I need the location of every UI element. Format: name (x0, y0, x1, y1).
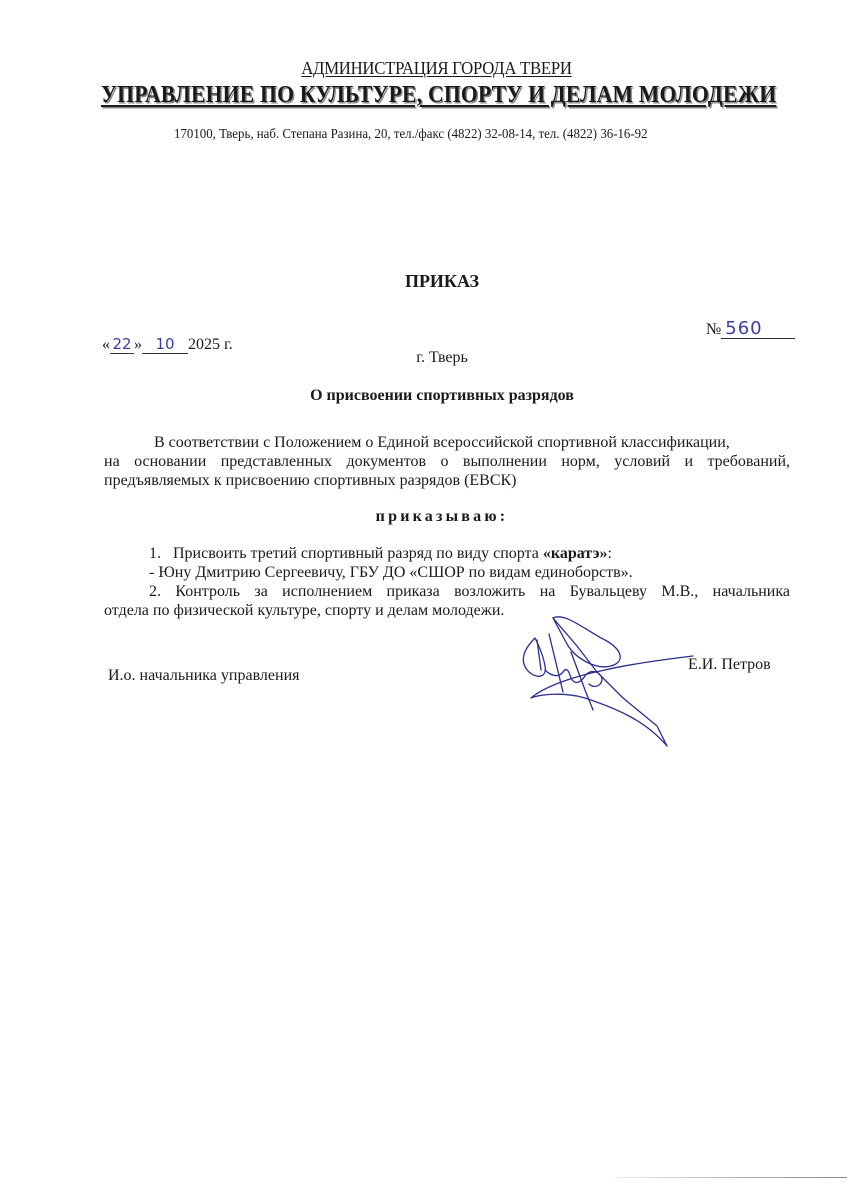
administration-heading: АДМИНИСТРАЦИЯ ГОРОДА ТВЕРИ (301, 58, 572, 78)
item-2-line: 2. Контроль за исполнением приказа возложить на Бувальцеву М.В., начальника (149, 583, 790, 600)
number-label: № (706, 321, 722, 338)
order-subject: О присвоении спортивных разрядов (310, 387, 574, 404)
number-field (721, 318, 795, 339)
item-1-suffix: : (607, 545, 612, 562)
decree-word: приказываю: (375, 508, 509, 525)
preamble-line: предъявляемых к присвоению спортивных разрядов (ЕВСК) (104, 472, 517, 489)
date-open-quote: « (102, 336, 110, 353)
handwritten-signature (505, 600, 695, 750)
item-1-person: - Юну Дмитрию Сергеевичу, ГБУ ДО «СШОР по видам единоборств». (149, 564, 633, 581)
date-close-quote: » (134, 336, 142, 353)
scan-edge-line (615, 1177, 847, 1178)
signer-name: Е.И. Петров (688, 656, 771, 673)
signer-position: И.о. начальника управления (108, 667, 300, 684)
item-1 (104, 544, 790, 563)
item-2-line: отдела по физической культуре, спорту и делам молодежи. (104, 602, 505, 619)
order-title: ПРИКАЗ (404, 271, 480, 291)
date-month-handwritten: 10 (155, 335, 175, 353)
preamble-line: В соответствии с Положением о Единой всероссийской спортивной классификации, (154, 434, 730, 451)
order-city: г. Тверь (416, 349, 468, 366)
date-year: 2025 г. (188, 336, 233, 353)
item-1-sport: «каратэ» (542, 545, 608, 562)
item-1-text: 1. Присвоить третий спортивный разряд по виду спорта (149, 545, 543, 562)
department-address: 170100, Тверь, наб. Степана Разина, 20, тел./факс (4822) 32-08-14, тел. (4822) 36-16-92 (174, 127, 648, 142)
preamble-paragraph (104, 433, 790, 490)
number-handwritten: 560 (725, 318, 763, 339)
department-heading: УПРАВЛЕНИЕ ПО КУЛЬТУРЕ, СПОРТУ И ДЕЛАМ МОЛОДЕЖИ (101, 82, 777, 108)
date-day-handwritten: 22 (112, 335, 132, 353)
order-number (706, 318, 795, 339)
preamble-line: на основании представленных документов о выполнении норм, условий и требований, (104, 453, 790, 470)
